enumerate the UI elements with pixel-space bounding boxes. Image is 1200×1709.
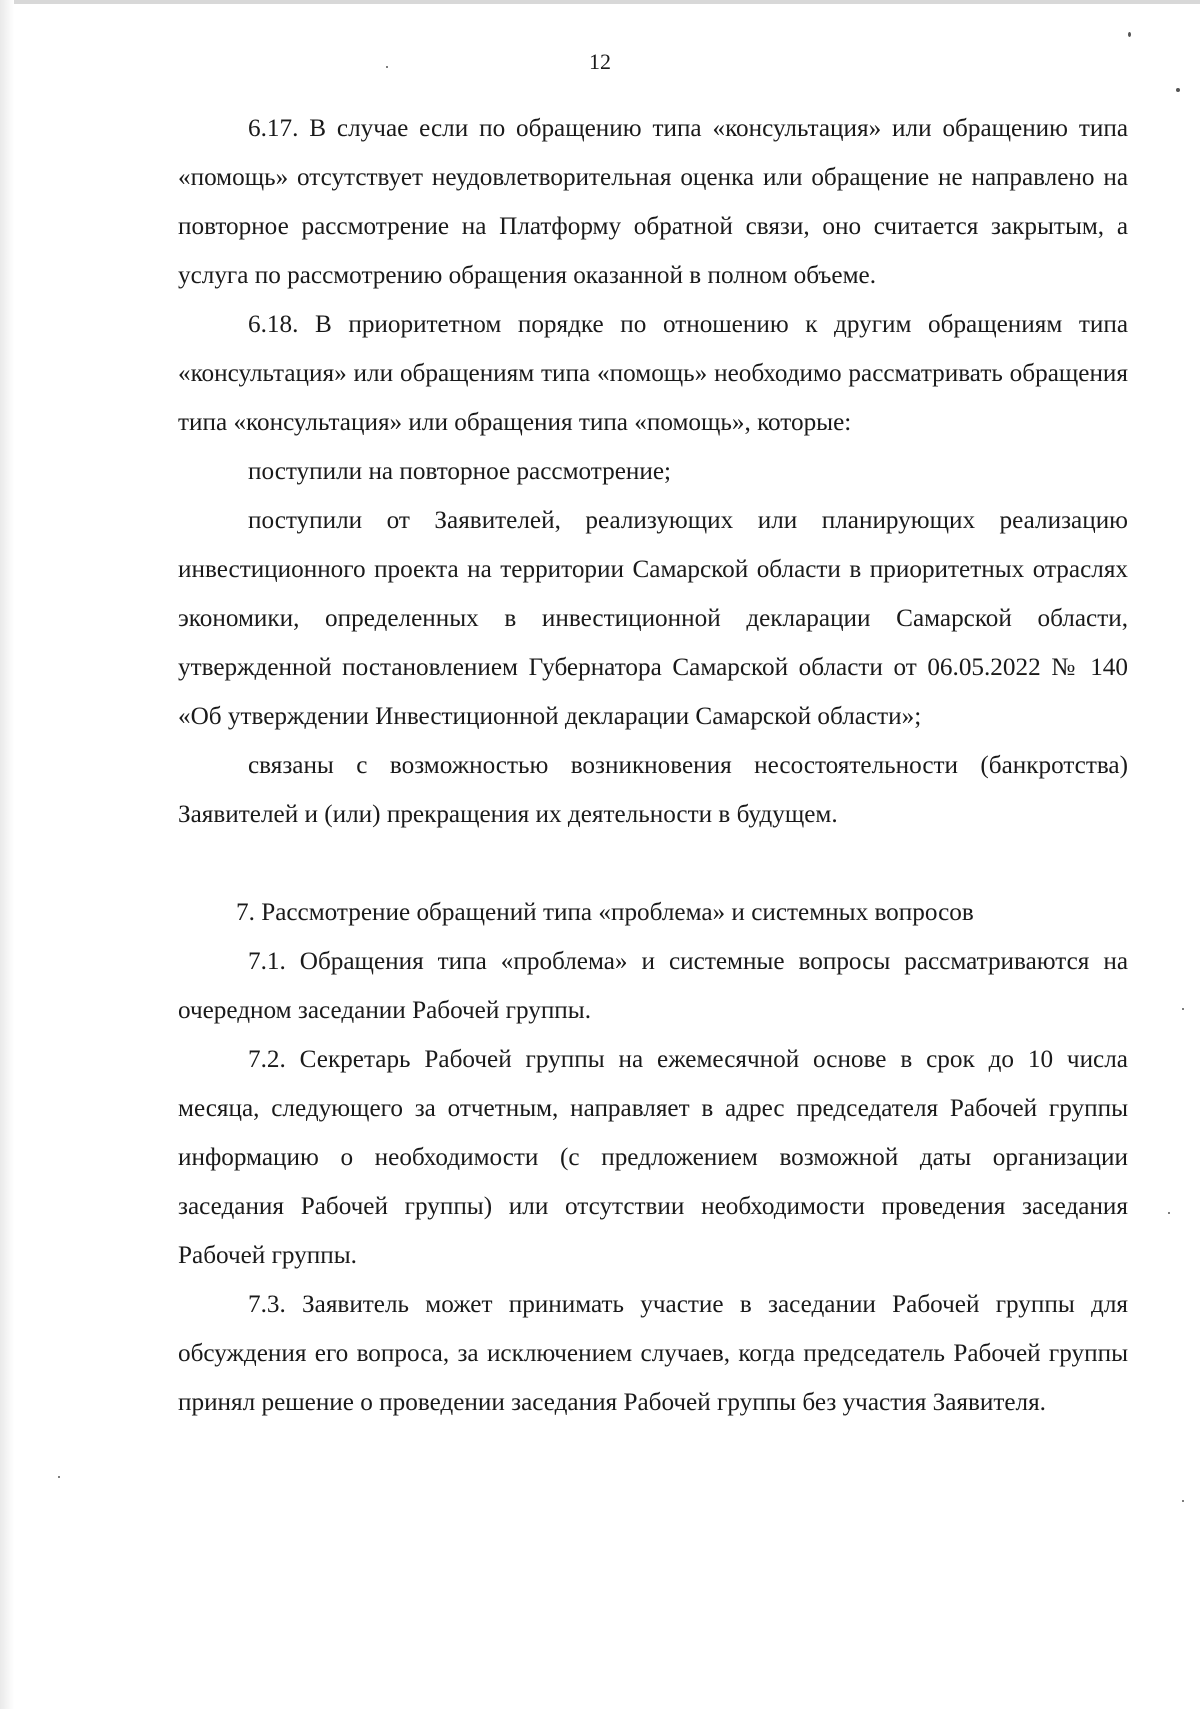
scan-speck — [1182, 1008, 1184, 1010]
paragraph-7-1: 7.1. Обращения типа «проблема» и системные вопросы рассматриваются на очередном заседании Рабочей группы. — [178, 948, 1128, 1024]
list-item-repeat-review: поступили на повторное рассмотрение; — [248, 458, 672, 485]
scan-speck — [1128, 32, 1131, 37]
list-item-bankruptcy: связаны с возможностью возникновения несостоятельности (банкротства) Заявителей и (или) прекращения их деятельности в будущем. — [178, 752, 1128, 828]
page-number: 12 — [589, 49, 611, 74]
paragraph-7-2: 7.2. Секретарь Рабочей группы на ежемесячной основе в срок до 10 числа месяца, следующего за отчетным, направляет в адрес председателя Рабочей группы информацию о необходимости (с предложением возможной даты организации заседания Рабочей группы) или отсутствии необходимости проведения заседания Рабочей группы. — [178, 1046, 1128, 1269]
list-item-investors: поступили от Заявителей, реализующих или планирующих реализацию инвестиционного проекта на территории Самарской области в приоритетных отраслях экономики, определенных в инвестиционной декларации Самарской области, утвержденной постановлением Губернатора Самарской области от 06.05.2022 № 140 «Об утверждении Инвестиционной декларации Самарской области»; — [178, 507, 1128, 730]
scan-speck — [1176, 88, 1180, 92]
scan-speck — [1182, 1500, 1184, 1502]
scan-edge-left — [0, 0, 14, 1709]
section-7-heading: 7. Рассмотрение обращений типа «проблема» и системных вопросов — [236, 899, 974, 926]
document-body — [178, 104, 1128, 1427]
scan-speck — [1168, 1212, 1170, 1214]
paragraph-7-3: 7.3. Заявитель может принимать участие в заседании Рабочей группы для обсуждения его вопроса, за исключением случаев, когда председатель Рабочей группы принял решение о проведении заседания Рабочей группы без участия Заявителя. — [178, 1291, 1128, 1416]
paragraph-6-18: 6.18. В приоритетном порядке по отношению к другим обращениям типа «консультация» или обращениям типа «помощь» необходимо рассматривать обращения типа «консультация» или обращения типа «помощь», которые: — [178, 311, 1128, 436]
scan-edge-top — [0, 0, 1200, 4]
section-gap — [178, 839, 1128, 888]
paragraph-6-17: 6.17. В случае если по обращению типа «консультация» или обращению типа «помощь» отсутствует неудовлетворительная оценка или обращение не направлено на повторное рассмотрение на Платформу обратной связи, оно считается закрытым, а услуга по рассмотрению обращения оказанной в полном объеме. — [178, 115, 1128, 289]
scan-speck — [386, 66, 388, 68]
scan-speck — [58, 1476, 60, 1478]
